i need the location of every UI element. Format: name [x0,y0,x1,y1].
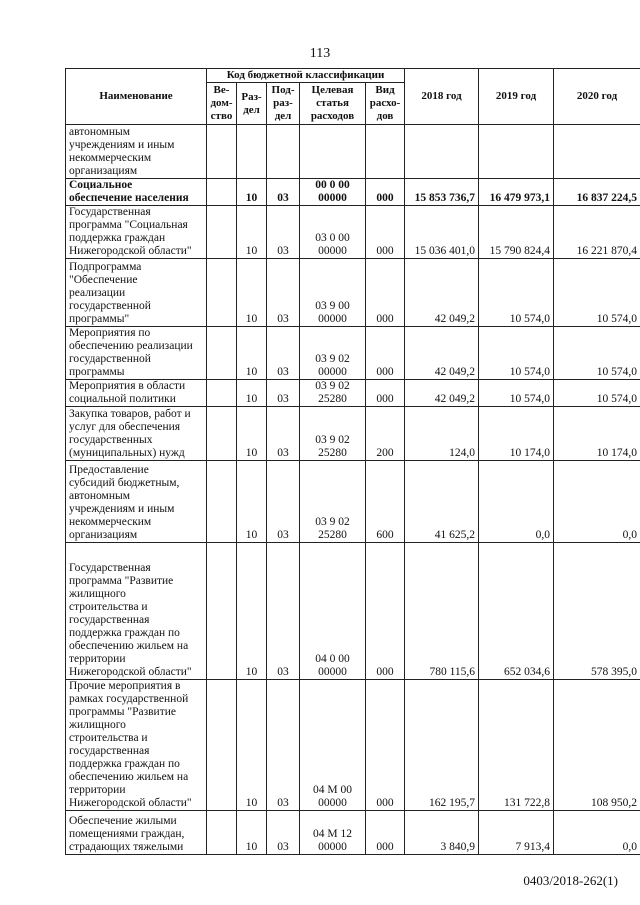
row-vedomstvo-cell [207,543,237,680]
row-vid-rashodov-cell: 000 [366,327,405,380]
row-name-cell: Закупка товаров, работ и услуг для обеспечения государственных (муниципальных) нужд [66,407,207,461]
row-vid-rashodov-cell: 000 [366,179,405,206]
row-celevaya-statya-cell: 03 0 00 00000 [300,206,366,259]
header-podrazdel: Под- раз- дел [267,83,300,125]
row-vedomstvo-cell [207,407,237,461]
row-2019-cell: 16 479 973,1 [479,179,554,206]
row-2020-cell [554,125,640,179]
row-2019-cell [479,125,554,179]
row-podrazdel-cell [267,125,300,179]
table-row [66,407,640,461]
row-2019-cell: 652 034,6 [479,543,554,680]
row-name-cell: Социальное обеспечение населения [66,179,207,206]
header-code-group: Код бюджетной классификации [207,69,405,83]
row-celevaya-statya-cell: 03 9 02 25280 [300,380,366,407]
row-vedomstvo-cell [207,125,237,179]
row-2020-cell: 0,0 [554,461,640,543]
row-vedomstvo-cell [207,327,237,380]
row-2018-cell: 15 853 736,7 [405,179,479,206]
row-razdel-cell: 10 [237,206,267,259]
row-name-cell: Государственная программа "Развитие жилищного строительства и государственная поддержка граждан по обеспечению жильем на территории Нижегородской области" [66,543,207,680]
row-2020-cell: 10 574,0 [554,259,640,327]
header-2018: 2018 год [405,69,479,125]
row-2019-cell: 10 574,0 [479,327,554,380]
row-vid-rashodov-cell: 000 [366,811,405,855]
header-razdel: Раз- дел [237,83,267,125]
row-name-cell: Прочие мероприятия в рамках государственной программы "Развитие жилищного строительства и государственная поддержка граждан по обеспечению жильем на территории Нижегородской области" [66,680,207,811]
row-razdel-cell: 10 [237,407,267,461]
row-2020-cell: 10 574,0 [554,380,640,407]
row-podrazdel-cell: 03 [267,380,300,407]
row-vedomstvo-cell [207,179,237,206]
table-row [66,125,640,179]
row-vedomstvo-cell [207,259,237,327]
row-2018-cell: 124,0 [405,407,479,461]
row-podrazdel-cell: 03 [267,461,300,543]
row-vid-rashodov-cell: 200 [366,407,405,461]
header-celevaya-statya: Целевая статья расходов [300,83,366,125]
row-vedomstvo-cell [207,461,237,543]
row-2018-cell: 162 195,7 [405,680,479,811]
table-row [66,811,640,855]
table-row [66,179,640,206]
row-2020-cell: 10 574,0 [554,327,640,380]
row-razdel-cell: 10 [237,380,267,407]
row-2019-cell: 7 913,4 [479,811,554,855]
row-2018-cell: 15 036 401,0 [405,206,479,259]
row-podrazdel-cell: 03 [267,259,300,327]
row-2018-cell [405,125,479,179]
header-vedomstvo: Ве- дом- ство [207,83,237,125]
header-vid-rashodov: Вид расхо- дов [366,83,405,125]
row-razdel-cell: 10 [237,179,267,206]
table-row [66,680,640,811]
row-vid-rashodov-cell: 000 [366,680,405,811]
row-celevaya-statya-cell [300,125,366,179]
row-name-cell: Предоставление субсидий бюджетным, автономным учреждениям и иным некоммерческим организациям [66,461,207,543]
row-2018-cell: 42 049,2 [405,327,479,380]
row-podrazdel-cell: 03 [267,206,300,259]
row-2019-cell: 10 574,0 [479,259,554,327]
document-code: 0403/2018-262(1) [523,873,618,888]
row-2020-cell: 10 174,0 [554,407,640,461]
row-2018-cell: 3 840,9 [405,811,479,855]
row-2019-cell: 10 174,0 [479,407,554,461]
row-vid-rashodov-cell [366,125,405,179]
row-name-cell: Обеспечение жилыми помещениями граждан, страдающих тяжелыми [66,811,207,855]
header-2020: 2020 год [554,69,640,125]
page-number: 113 [309,46,331,61]
row-celevaya-statya-cell: 03 9 00 00000 [300,259,366,327]
row-vedomstvo-cell [207,206,237,259]
row-name-cell: автономным учреждениям и иным некоммерческим организациям [66,125,207,179]
row-vedomstvo-cell [207,680,237,811]
table-row [66,259,640,327]
table-row [66,327,640,380]
row-name-cell: Государственная программа "Социальная поддержка граждан Нижегородской области" [66,206,207,259]
row-2019-cell: 0,0 [479,461,554,543]
row-razdel-cell: 10 [237,543,267,680]
row-podrazdel-cell: 03 [267,680,300,811]
row-2019-cell: 15 790 824,4 [479,206,554,259]
row-2019-cell: 10 574,0 [479,380,554,407]
budget-table [65,68,640,855]
table-row [66,206,640,259]
row-razdel-cell: 10 [237,680,267,811]
header-name: Наименование [66,69,207,125]
row-name-cell: Подпрограмма "Обеспечение реализации государственной программы" [66,259,207,327]
row-2020-cell: 108 950,2 [554,680,640,811]
row-name-cell: Мероприятия в области социальной политики [66,380,207,407]
row-vedomstvo-cell [207,380,237,407]
row-2018-cell: 42 049,2 [405,380,479,407]
row-celevaya-statya-cell: 03 9 02 25280 [300,407,366,461]
row-2019-cell: 131 722,8 [479,680,554,811]
row-celevaya-statya-cell: 04 0 00 00000 [300,543,366,680]
row-celevaya-statya-cell: 04 М 12 00000 [300,811,366,855]
row-vid-rashodov-cell: 000 [366,206,405,259]
row-celevaya-statya-cell: 00 0 00 00000 [300,179,366,206]
row-razdel-cell [237,125,267,179]
row-celevaya-statya-cell: 03 9 02 00000 [300,327,366,380]
table-row [66,461,640,543]
row-podrazdel-cell: 03 [267,407,300,461]
row-celevaya-statya-cell: 04 М 00 00000 [300,680,366,811]
row-podrazdel-cell: 03 [267,543,300,680]
table-row [66,380,640,407]
row-vid-rashodov-cell: 000 [366,380,405,407]
row-2020-cell: 0,0 [554,811,640,855]
row-2018-cell: 42 049,2 [405,259,479,327]
row-podrazdel-cell: 03 [267,811,300,855]
row-razdel-cell: 10 [237,327,267,380]
row-name-cell: Мероприятия по обеспечению реализации государственной программы [66,327,207,380]
row-2020-cell: 16 837 224,5 [554,179,640,206]
row-vid-rashodov-cell: 600 [366,461,405,543]
row-podrazdel-cell: 03 [267,327,300,380]
row-podrazdel-cell: 03 [267,179,300,206]
row-vid-rashodov-cell: 000 [366,259,405,327]
table-body [66,125,640,855]
row-2020-cell: 16 221 870,4 [554,206,640,259]
row-razdel-cell: 10 [237,811,267,855]
row-2020-cell: 578 395,0 [554,543,640,680]
header-2019: 2019 год [479,69,554,125]
row-vedomstvo-cell [207,811,237,855]
row-razdel-cell: 10 [237,259,267,327]
row-razdel-cell: 10 [237,461,267,543]
row-vid-rashodov-cell: 000 [366,543,405,680]
table-row [66,543,640,680]
row-celevaya-statya-cell: 03 9 02 25280 [300,461,366,543]
row-2018-cell: 780 115,6 [405,543,479,680]
row-2018-cell: 41 625,2 [405,461,479,543]
